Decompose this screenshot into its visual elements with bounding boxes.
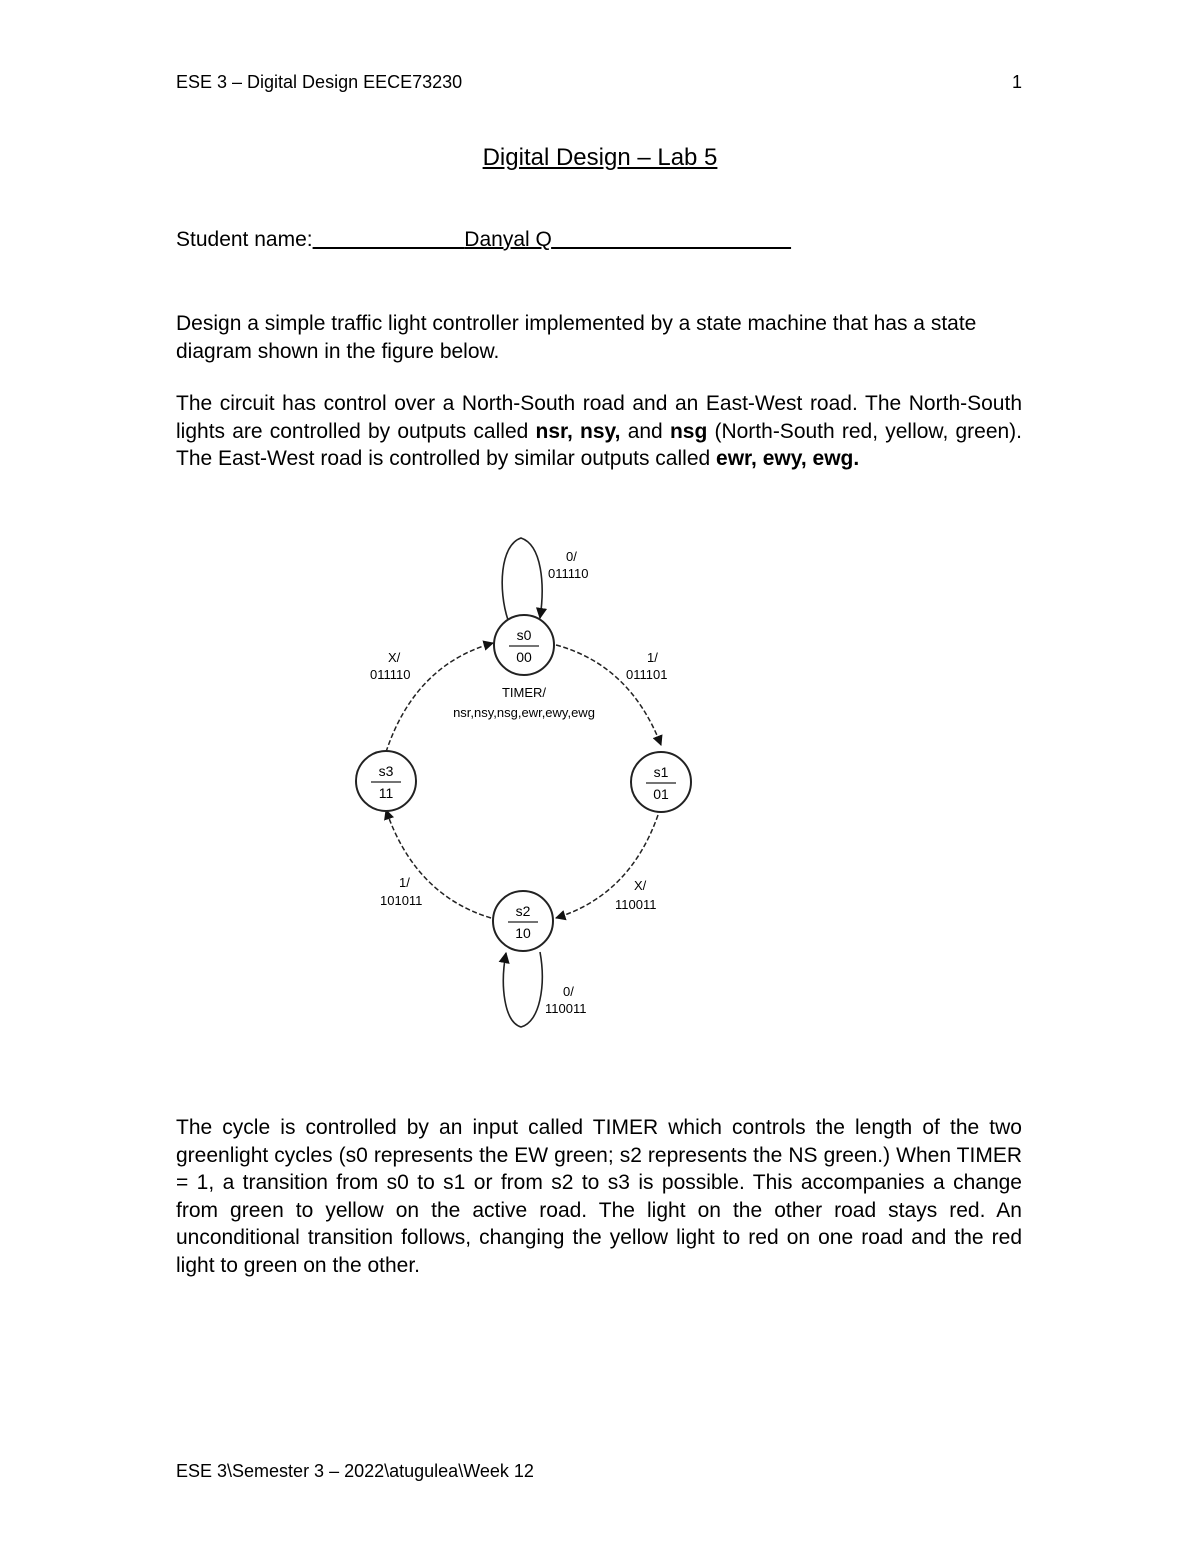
svg-text:00: 00 (516, 649, 532, 665)
footer-path: ESE 3\Semester 3 – 2022\atugulea\Week 12 (176, 1461, 534, 1481)
state-diagram (340, 528, 720, 1038)
intro-paragraph: Design a simple traffic light controller implemented by a state machine that has a state diagram shown in the figure below. (176, 312, 977, 363)
svg-text:s1: s1 (653, 764, 669, 780)
svg-text:10: 10 (515, 925, 531, 941)
page-number: 1 (1012, 72, 1023, 92)
student-name-field (176, 228, 791, 252)
s2-self-loop (503, 952, 542, 1027)
student-name-value: Danyal Q (464, 228, 552, 251)
state-s1 (631, 752, 691, 812)
page-title: Digital Design – Lab 5 (482, 144, 718, 171)
label-s2-s3-output: 101011 (380, 893, 423, 908)
svg-text:s0: s0 (516, 627, 532, 643)
arc-s0-s1 (556, 645, 661, 745)
label-s2-s3-input: 1/ (399, 875, 410, 890)
student-name-label: Student name: (176, 228, 313, 251)
label-s0-self-output: 011110 (548, 566, 589, 581)
label-s1-s2-input: X/ (634, 878, 647, 893)
label-s0-self-input: 0/ (566, 549, 577, 564)
arc-s3-s0 (386, 643, 493, 752)
state-s2 (493, 891, 553, 951)
label-s3-s0-output: 011110 (370, 667, 411, 682)
svg-text:11: 11 (378, 785, 394, 801)
label-s0-s1-input: 1/ (647, 650, 658, 665)
label-s3-s0-input: X/ (388, 650, 401, 665)
svg-text:01: 01 (653, 786, 669, 802)
label-s0-s1-output: 011101 (626, 667, 668, 682)
svg-text:s3: s3 (378, 763, 394, 779)
header-course: ESE 3 – Digital Design EECE73230 (176, 72, 463, 92)
state-s3 (356, 751, 416, 811)
svg-text:s2: s2 (515, 903, 531, 919)
state-s0 (494, 615, 554, 675)
s0-self-loop (502, 538, 542, 620)
label-s2-self-input: 0/ (563, 984, 574, 999)
timer-paragraph: The cycle is controlled by an input called TIMER which controls the length of the two greenlight cycles (s0 represents the EW green; s2 represents the NS green.) When TIMER = 1, a transition from s0 to s1 or from s2 to s3 is possible. This accompanies a change from green to yellow on the active road. The light on the other road stays red. An unconditional transition follows, changing the yellow light to red on one road and the red light to green on the other. (176, 1116, 1022, 1277)
label-s2-self-output: 110011 (545, 1001, 587, 1016)
description-paragraph: The circuit has control over a North-South road and an East-West road. The North-South lights are controlled by outputs called nsr, nsy, and nsg (North-South red, yellow, green). The East-West road is controlled by similar outputs called ewr, ewy, ewg. (176, 392, 1023, 470)
legend-line-2: nsr,nsy,nsg,ewr,ewy,ewg (453, 705, 595, 720)
legend-line-1: TIMER/ (501, 685, 547, 700)
label-s1-s2-output: 110011 (615, 897, 657, 912)
